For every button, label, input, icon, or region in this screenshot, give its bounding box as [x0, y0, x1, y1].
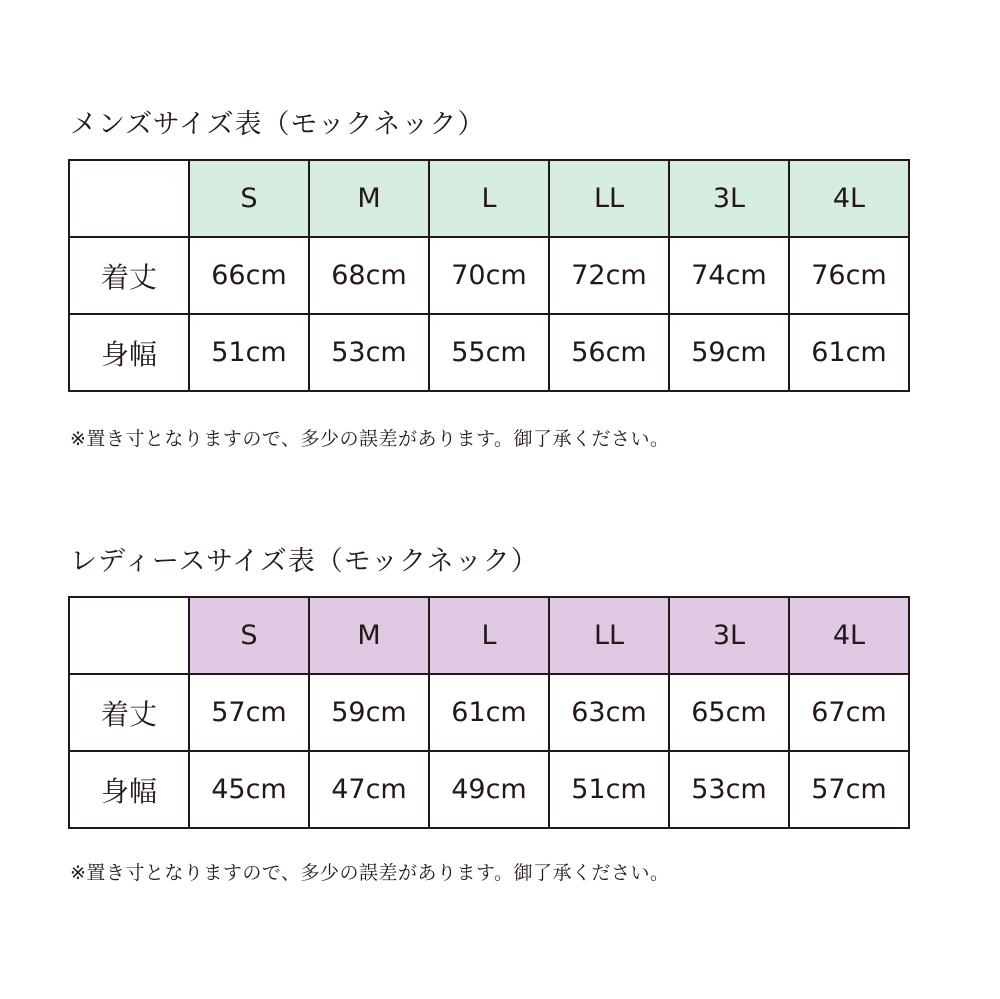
mens-size-table: [68, 159, 910, 392]
size-header-l: L: [429, 597, 549, 674]
width-value-m: 53cm: [309, 314, 429, 391]
width-row: [69, 314, 909, 391]
size-header-m: M: [309, 160, 429, 237]
size-header-s: S: [189, 160, 309, 237]
width-row: [69, 751, 909, 828]
width-value-l: 49cm: [429, 751, 549, 828]
size-header-row: [69, 160, 909, 237]
length-value-3l: 65cm: [669, 674, 789, 751]
corner-cell: [69, 597, 189, 674]
mens-size-table-title: メンズサイズ表（モックネック）: [70, 109, 486, 140]
size-header-4l: 4L: [789, 160, 909, 237]
row-label-width: 身幅: [69, 314, 189, 391]
length-value-3l: 74cm: [669, 237, 789, 314]
width-value-l: 55cm: [429, 314, 549, 391]
length-value-l: 61cm: [429, 674, 549, 751]
ladies-size-table-title: レディースサイズ表（モックネック）: [70, 546, 539, 577]
size-header-3l: 3L: [669, 160, 789, 237]
width-value-s: 45cm: [189, 751, 309, 828]
length-value-ll: 72cm: [549, 237, 669, 314]
size-header-s: S: [189, 597, 309, 674]
mens-measurement-note: ※置き寸となりますので、多少の誤差があります。御了承ください。: [70, 428, 670, 450]
length-row: [69, 674, 909, 751]
row-label-length: 着丈: [69, 674, 189, 751]
size-header-3l: 3L: [669, 597, 789, 674]
size-header-m: M: [309, 597, 429, 674]
width-value-3l: 59cm: [669, 314, 789, 391]
size-header-4l: 4L: [789, 597, 909, 674]
width-value-m: 47cm: [309, 751, 429, 828]
length-value-m: 68cm: [309, 237, 429, 314]
length-value-4l: 67cm: [789, 674, 909, 751]
size-header-ll: LL: [549, 597, 669, 674]
length-value-l: 70cm: [429, 237, 549, 314]
width-value-ll: 56cm: [549, 314, 669, 391]
corner-cell: [69, 160, 189, 237]
length-value-ll: 63cm: [549, 674, 669, 751]
ladies-measurement-note: ※置き寸となりますので、多少の誤差があります。御了承ください。: [70, 862, 670, 884]
size-header-ll: LL: [549, 160, 669, 237]
width-value-ll: 51cm: [549, 751, 669, 828]
length-value-s: 66cm: [189, 237, 309, 314]
size-header-l: L: [429, 160, 549, 237]
row-label-width: 身幅: [69, 751, 189, 828]
length-value-m: 59cm: [309, 674, 429, 751]
length-value-s: 57cm: [189, 674, 309, 751]
width-value-3l: 53cm: [669, 751, 789, 828]
ladies-size-table: [68, 596, 910, 829]
length-row: [69, 237, 909, 314]
length-value-4l: 76cm: [789, 237, 909, 314]
width-value-4l: 61cm: [789, 314, 909, 391]
width-value-4l: 57cm: [789, 751, 909, 828]
width-value-s: 51cm: [189, 314, 309, 391]
row-label-length: 着丈: [69, 237, 189, 314]
size-header-row: [69, 597, 909, 674]
